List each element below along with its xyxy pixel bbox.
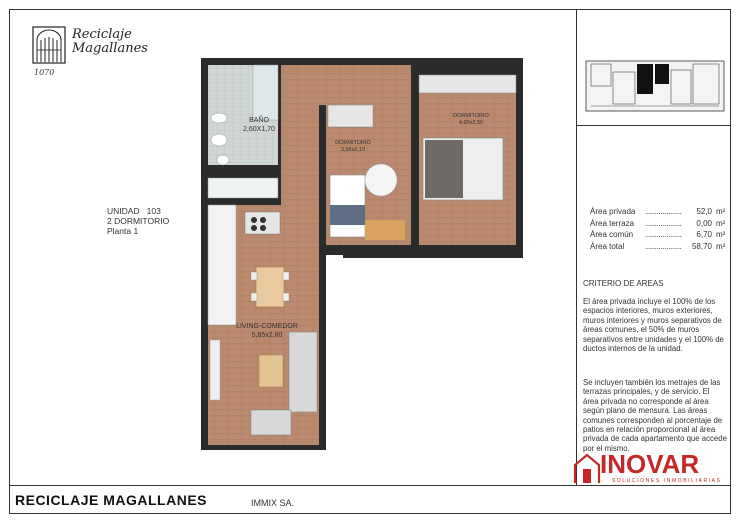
- divider-keyplan: [576, 125, 731, 126]
- area-value: 6,70: [696, 230, 712, 239]
- divider-vertical: [576, 9, 577, 486]
- key-plan: [585, 60, 725, 112]
- unit-number: UNIDAD 103: [107, 206, 161, 216]
- inovar-tagline: SOLUCIONES INMOBILIARIAS: [612, 478, 722, 484]
- area-unit: m²: [716, 218, 726, 228]
- area-label: Área común: [590, 230, 634, 239]
- area-value: 0,00: [696, 218, 712, 228]
- unit-info: [107, 206, 169, 236]
- areas-table: [590, 207, 730, 253]
- bedroom-2-name: DORMITORIO: [453, 113, 489, 119]
- area-dots: ...................: [645, 207, 682, 216]
- criterio-paragraph-2: Se incluyen también los metrajes de las terrazas principales, y de servicio. El área privada no corresponde al área según plano de mensura. Las áreas comunes corresponden al porcentaje de patios en relación proporcional al área privada de cada apartamento que accede por el mismo.: [583, 378, 727, 453]
- area-row: [590, 242, 730, 254]
- footer-subtitle: IMMIX SA.: [251, 498, 295, 508]
- brand-logo: [30, 24, 170, 84]
- brand-year: 1070: [34, 68, 55, 77]
- area-row: [590, 207, 730, 219]
- unit-floor: Planta 1: [107, 226, 139, 236]
- brand-name: [72, 28, 172, 56]
- area-unit: m²: [716, 230, 726, 239]
- brand-name-line2: Magallanes: [72, 41, 148, 56]
- living-name: LIVING-COMEDOR: [236, 323, 298, 330]
- area-label: Área privada: [590, 207, 636, 216]
- unit-type: 2 DORMITORIO: [107, 216, 170, 226]
- criterio-paragraph-1: El área privada incluye el 100% de los espacios interiores, muros exteriores, muros interiores y muros separativos de áreas comunes, el 50% de muros separativos entre unidades y el 100% de ductos internos de la unidad.: [583, 297, 724, 354]
- bedroom-2-dims: 4,60x2,50: [458, 120, 484, 126]
- area-unit: m²: [716, 207, 726, 216]
- area-value: 58,70: [691, 241, 712, 251]
- area-label: Área terraza: [590, 218, 635, 228]
- room-bedroom-1-label: [323, 140, 383, 154]
- area-value: 52,0: [696, 207, 712, 216]
- floor-plan-drawing: [193, 50, 523, 450]
- area-row: [590, 230, 730, 242]
- building-icon: [32, 26, 66, 64]
- area-dots: ...................: [645, 241, 682, 251]
- room-living-label: [225, 322, 309, 340]
- house-icon: [572, 451, 602, 485]
- area-unit: m²: [716, 241, 726, 251]
- kitchen-counter: [208, 205, 236, 325]
- area-label: Área total: [590, 241, 625, 251]
- bathroom-dims: 2,60X1,70: [243, 126, 275, 133]
- criterio-title: CRITERIO DE AREAS: [583, 279, 664, 288]
- room-bedroom-2-label: [441, 113, 501, 127]
- brand-name-line1: Reciclaje: [72, 27, 132, 42]
- area-dots: ...................: [645, 230, 682, 239]
- inovar-name: INOVAR: [600, 449, 700, 479]
- area-row: [590, 219, 730, 231]
- bedroom-1-dims: 3,95x2,10: [340, 147, 366, 153]
- living-dims: 5,85x2,80: [251, 332, 283, 339]
- area-dots: ...................: [645, 218, 682, 228]
- floor-plan: [193, 50, 523, 450]
- room-bathroom-label: [233, 116, 285, 134]
- inovar-watermark: [572, 447, 732, 497]
- bathroom-name: BAÑO: [249, 117, 269, 124]
- footer-title: RECICLAJE MAGALLANES: [15, 492, 208, 508]
- bedroom-1-name: DORMITORIO: [335, 140, 371, 146]
